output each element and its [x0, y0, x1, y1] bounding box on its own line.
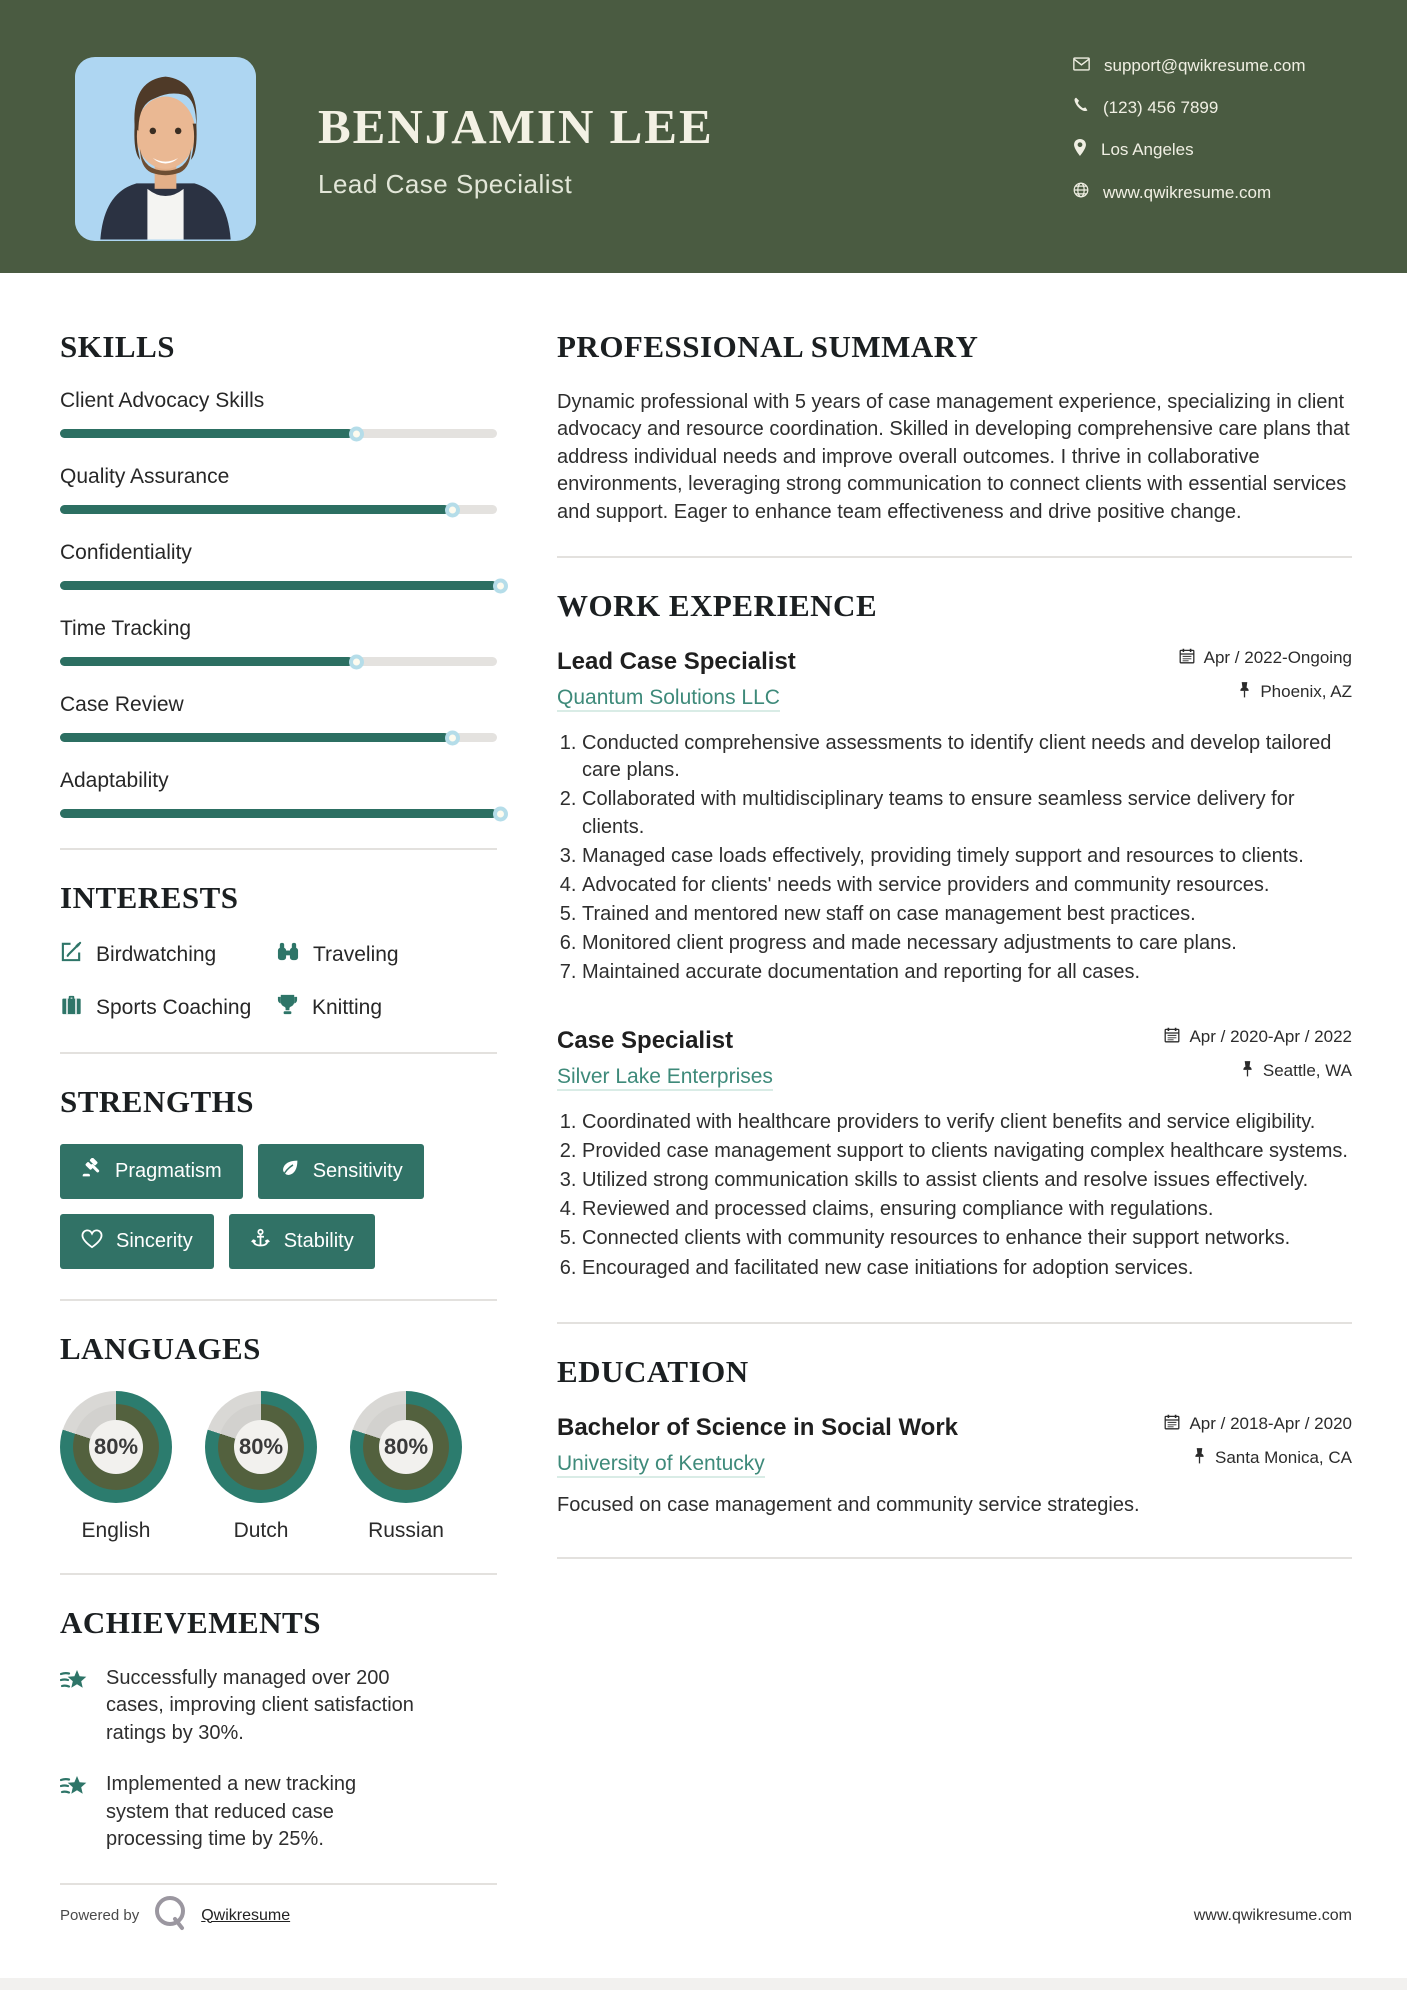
skill-row — [60, 769, 497, 818]
contact-website-text: www.qwikresume.com — [1103, 182, 1272, 202]
qwikresume-logo-icon — [151, 1893, 189, 1938]
divider — [60, 848, 497, 850]
strength-label: Sincerity — [116, 1230, 193, 1252]
interest-label: Traveling — [313, 942, 399, 966]
job-date-text: Apr / 2022-Ongoing — [1203, 648, 1352, 668]
achievements-heading: ACHIEVEMENTS — [60, 1605, 321, 1640]
skill-label: Client Advocacy Skills — [60, 389, 265, 412]
strengths-list — [60, 1144, 497, 1269]
language-label: English — [81, 1519, 151, 1542]
interest-label: Birdwatching — [96, 942, 217, 966]
job-duty-item: 1. Conducted comprehensive assessments to identify client needs and develop tailored care plans. — [582, 730, 1352, 784]
contact-list — [1073, 56, 1306, 203]
school-link[interactable]: University of Kentucky — [557, 1452, 765, 1478]
location-icon — [1073, 139, 1087, 161]
profile-photo — [75, 57, 256, 241]
shooting-star-icon — [60, 1665, 90, 1747]
achievement-item — [60, 1771, 497, 1853]
job-location-text: Seattle, WA — [1262, 1060, 1352, 1080]
language-donut-chart — [350, 1391, 462, 1503]
skill-label: Confidentiality — [60, 541, 192, 564]
header-band — [0, 0, 1407, 273]
skill-row — [60, 389, 497, 438]
contact-email-text: support@qwikresume.com — [1104, 56, 1306, 75]
degree-title: Bachelor of Science in Social Work — [557, 1413, 959, 1441]
email-icon — [1073, 56, 1090, 76]
language-donut-chart — [205, 1391, 317, 1503]
strength-label: Stability — [283, 1230, 354, 1252]
slider-knob[interactable] — [493, 806, 508, 821]
slider-knob[interactable] — [445, 502, 460, 517]
divider — [557, 1557, 1352, 1559]
contact-location[interactable] — [1073, 139, 1306, 161]
skill-slider[interactable] — [60, 809, 497, 818]
powered-by-label: Powered by — [60, 1907, 140, 1924]
job-location — [1179, 681, 1352, 703]
language-label: Dutch — [233, 1519, 289, 1542]
slider-knob[interactable] — [349, 426, 364, 441]
job-entry — [557, 1027, 1352, 1282]
job-duty-item: 7. Maintained accurate documentation and reporting for all cases. — [582, 959, 1352, 986]
interests-list — [60, 940, 497, 1022]
interest-item — [60, 993, 276, 1022]
job-duties-list — [557, 730, 1352, 987]
phone-icon — [1073, 97, 1089, 118]
divider — [60, 1052, 497, 1054]
page-bottom-strip — [0, 1978, 1407, 1990]
skill-label: Quality Assurance — [60, 465, 230, 488]
pen-edit-icon — [60, 940, 83, 969]
contact-phone[interactable] — [1073, 97, 1306, 118]
skill-row — [60, 541, 497, 590]
left-column — [60, 329, 497, 1915]
job-title: Lead Case Specialist — [557, 647, 796, 675]
anchor-icon — [250, 1228, 271, 1255]
strength-badge — [60, 1214, 214, 1269]
education-entry — [557, 1414, 1352, 1517]
trophy-icon — [276, 993, 299, 1022]
pushpin-icon — [1238, 681, 1251, 703]
footer — [60, 1893, 1352, 1938]
strength-badge — [60, 1144, 243, 1199]
skill-slider[interactable] — [60, 429, 497, 438]
footer-site-url[interactable]: www.qwikresume.com — [1193, 1906, 1352, 1924]
leaf-icon — [279, 1158, 300, 1185]
job-duty-item: 4. Advocated for clients' needs with service providers and community resources. — [582, 872, 1352, 899]
job-duties-list — [557, 1109, 1352, 1282]
education-location — [1164, 1447, 1352, 1469]
slider-knob[interactable] — [349, 654, 364, 669]
skills-heading: SKILLS — [60, 329, 176, 364]
job-company-link[interactable]: Silver Lake Enterprises — [557, 1065, 773, 1091]
strength-label: Pragmatism — [115, 1160, 222, 1182]
job-duty-item: 2. Collaborated with multidisciplinary teams to ensure seamless service delivery for clients. — [582, 786, 1352, 840]
job-duty-item: 3. Managed case loads effectively, providing timely support and resources to clients. — [582, 843, 1352, 870]
job-title: Case Specialist — [557, 1026, 734, 1054]
job-duty-item: 6. Monitored client progress and made necessary adjustments to care plans. — [582, 930, 1352, 957]
divider — [60, 1573, 497, 1575]
calendar-icon — [1164, 1027, 1180, 1048]
person-title: Lead Case Specialist — [318, 169, 573, 199]
job-location — [1164, 1060, 1352, 1082]
achievement-text: Successfully managed over 200 cases, improving client satisfaction ratings by 30%. — [106, 1667, 414, 1744]
divider — [557, 1322, 1352, 1324]
heart-icon — [81, 1229, 103, 1255]
divider — [557, 556, 1352, 558]
skill-label: Adaptability — [60, 769, 169, 792]
language-donut-chart — [60, 1391, 172, 1503]
education-date — [1164, 1414, 1352, 1435]
slider-knob[interactable] — [493, 578, 508, 593]
job-entry — [557, 648, 1352, 987]
work-experience-heading: WORK EXPERIENCE — [557, 587, 878, 623]
briefcase-icon — [60, 994, 83, 1022]
gavel-icon — [81, 1158, 102, 1185]
skill-slider[interactable] — [60, 505, 497, 514]
job-duty-item: 2. Provided case management support to clients navigating complex healthcare systems. — [582, 1138, 1352, 1165]
skill-label: Case Review — [60, 693, 184, 716]
skill-slider[interactable] — [60, 581, 497, 590]
strength-badge — [258, 1144, 424, 1199]
contact-website[interactable] — [1073, 182, 1306, 203]
person-name: BENJAMIN LEE — [318, 99, 714, 154]
job-duty-item: 5. Trained and mentored new staff on case management best practices. — [582, 901, 1352, 928]
job-date — [1164, 1027, 1352, 1048]
portrait-illustration — [75, 57, 256, 241]
strength-label: Sensitivity — [312, 1160, 403, 1182]
languages-list — [60, 1391, 497, 1543]
language-item — [350, 1391, 462, 1543]
language-percent: 80% — [383, 1434, 429, 1459]
job-duty-item: 5. Connected clients with community resources to enhance their support networks. — [582, 1225, 1352, 1252]
job-duty-item: 6. Encouraged and facilitated new case initiations for adoption services. — [582, 1255, 1352, 1282]
right-column — [557, 329, 1352, 1915]
education-note: Focused on case management and community service strategies. — [557, 1493, 1140, 1516]
job-location-text: Phoenix, AZ — [1260, 681, 1352, 701]
job-duty-item: 3. Utilized strong communication skills to assist clients and resolve issues effectively. — [582, 1167, 1352, 1194]
language-percent: 80% — [238, 1434, 284, 1459]
skill-row — [60, 693, 497, 742]
pushpin-icon — [1241, 1060, 1254, 1082]
skill-slider[interactable] — [60, 657, 497, 666]
skill-slider[interactable] — [60, 733, 497, 742]
summary-text: Dynamic professional with 5 years of case management experience, specializing in client advocacy and resource coordination. Skilled in developing comprehensive care plans that address individual needs and improve overall outcomes. I thrive in collaborative environments, leveraging strong communication to connect clients with essential services and support. Eager to enhance team effectiveness and drive positive change. — [557, 391, 1350, 523]
job-date-text: Apr / 2020-Apr / 2022 — [1189, 1027, 1352, 1047]
skill-row — [60, 617, 497, 666]
interest-item — [60, 940, 276, 969]
calendar-icon — [1164, 1414, 1180, 1435]
divider — [60, 1299, 497, 1301]
job-company-link[interactable]: Quantum Solutions LLC — [557, 686, 780, 712]
education-date-text: Apr / 2018-Apr / 2020 — [1189, 1414, 1352, 1434]
interest-label: Sports Coaching — [96, 995, 252, 1019]
language-item — [60, 1391, 172, 1543]
contact-phone-text: (123) 456 7899 — [1103, 97, 1219, 117]
divider — [60, 1883, 497, 1885]
skill-row — [60, 465, 497, 514]
job-duty-item: 4. Reviewed and processed claims, ensuring compliance with regulations. — [582, 1196, 1352, 1223]
contact-location-text: Los Angeles — [1101, 140, 1194, 159]
achievement-text: Implemented a new tracking system that reduced case processing time by 25%. — [106, 1773, 357, 1850]
language-label: Russian — [368, 1519, 444, 1542]
languages-heading: LANGUAGES — [60, 1331, 261, 1366]
interest-item — [276, 940, 497, 969]
slider-knob[interactable] — [445, 730, 460, 745]
education-location-text: Santa Monica, CA — [1214, 1447, 1352, 1467]
strength-badge — [229, 1214, 375, 1269]
job-date — [1179, 648, 1352, 669]
achievement-item — [60, 1665, 497, 1747]
globe-icon — [1073, 182, 1089, 203]
binoculars-icon — [276, 940, 300, 969]
skill-label: Time Tracking — [60, 617, 192, 640]
education-heading: EDUCATION — [557, 1353, 749, 1389]
pushpin-icon — [1193, 1447, 1206, 1469]
language-percent: 80% — [93, 1434, 139, 1459]
contact-email[interactable] — [1073, 56, 1306, 76]
interest-item — [276, 993, 497, 1022]
strengths-heading: STRENGTHS — [60, 1084, 255, 1119]
shooting-star-icon — [60, 1771, 90, 1853]
job-duty-item: 1. Coordinated with healthcare providers to verify client benefits and service eligibility. — [582, 1109, 1352, 1136]
language-item — [205, 1391, 317, 1543]
calendar-icon — [1179, 648, 1195, 669]
summary-heading: PROFESSIONAL SUMMARY — [557, 329, 979, 364]
interests-heading: INTERESTS — [60, 880, 239, 915]
qwikresume-link[interactable]: Qwikresume — [201, 1906, 291, 1924]
interest-label: Knitting — [312, 995, 383, 1019]
